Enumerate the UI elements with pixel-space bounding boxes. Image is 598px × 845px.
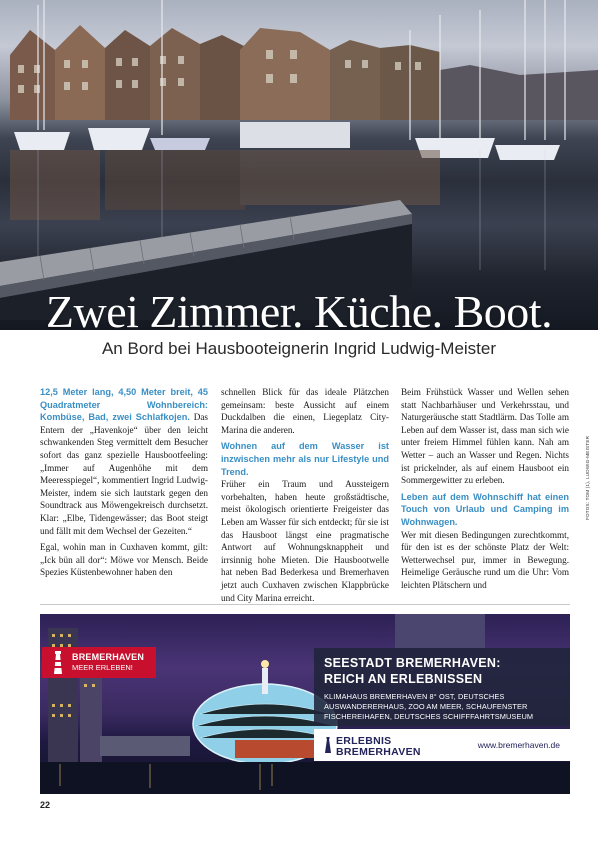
bremerhaven-advertisement[interactable] [40, 614, 570, 794]
photo-credit: FOTOS: TOM (1), LUDWIG-MEISTER [585, 435, 590, 520]
ad-body-text: KLIMAHAUS BREMERHAVEN 8° OST, DEUTSCHES AUSWANDERERHAUS, ZOO AM MEER, SCHAUFENSTER FISCHEREIHAFEN, DEUTSCHES SCHIFFFAHRTSMUSEUM [324, 692, 534, 721]
subheading: Leben auf dem Wohnschiff hat einen Touch von Urlaub und Camping im Wohnwagen. [401, 491, 569, 527]
lead-in: 12,5 Meter lang, 4,50 Meter breit, 45 Quadratmeter Wohnbereich: Kombüse, Bad, zwei Schlafkojen. [40, 387, 208, 423]
paragraph: Egal, wohin man in Cuxhaven kommt, gilt: „Ick bün all dor“: Möwe vor Mensch. Beide Spezies Küstenbewohner haben den [40, 542, 208, 578]
logo-tagline: MEER ERLEBEN! [72, 663, 133, 672]
paragraph [401, 491, 569, 592]
text-column-2 [221, 386, 389, 608]
ad-brand-bar [314, 729, 570, 761]
hero-photo [0, 0, 598, 330]
paragraph-text: Das Entern der „Havenkoje“ über den leicht schwankenden Steg vermittelt dem Besucher sofort das ganz spezielle Hausbootfeeling: „Immer auf Augenhöhe mit dem Meeresspiegel“, kommentiert Ingrid Ludwig-Meister, indem sie sich lautstark gegen den Soundtrack aus Möwengekreisch durchsetzt. Klar: „Elbe, Tidengewässer; das Boot steigt und fällt mit dem Wechsel der Gezeiten.“ [40, 412, 208, 536]
paragraph-text: Wer mit diesen Bedingungen zurechtkommt, für den ist es der schönste Platz der Welt: Wetterwechsel pur, immer in Bewegung. Heimelige Geräusche rund um die Uhr: Vom leichten Plätschern und [401, 529, 569, 590]
text-column-1 [40, 386, 208, 583]
article-headline: Zwei Zimmer. Küche. Boot. [45, 286, 553, 330]
ad-text-panel [314, 648, 570, 726]
subheading: Wohnen auf dem Wasser ist inzwischen mehr als nur Lifestyle und Trend. [221, 441, 389, 477]
sailboat-masts-illustration [0, 0, 598, 160]
logo-name: BREMERHAVEN [72, 652, 145, 662]
paragraph: Beim Frühstück Wasser und Wellen sehen statt Nachbarhäuser und Verkehrsstau, und Naturgeräusche statt Stadtlärm. Das Tolle am Leben auf dem Wasser ist, dass man sich wie unter freiem Himmel fühlen kann. Nah am Wetter – auch an Wasser und Regen. Nichts ist prickelnder, als auf einem Hausboot ein Sommergewitter zu erleben. [401, 387, 569, 486]
page-number: 22 [40, 800, 51, 810]
paragraph [221, 440, 389, 604]
ad-headline-1: SEESTADT BREMERHAVEN: [324, 656, 501, 670]
divider [40, 604, 570, 605]
brand-line-2: BREMERHAVEN [336, 746, 421, 758]
paragraph: schnellen Blick für das ideale Plätzchen gemeinsam: beste Aussicht auf einem Duckdalben die einen, Liegeplatz City-Marina die anderen. [221, 387, 389, 435]
ad-url-link[interactable]: www.bremerhaven.de [477, 740, 560, 750]
lighthouse-icon [324, 737, 332, 753]
lighthouse-icon [51, 651, 65, 674]
bremerhaven-logo[interactable] [42, 647, 156, 678]
text-column-3 [401, 386, 569, 596]
brand-line-1: ERLEBNIS [336, 735, 392, 747]
ad-headline-2: REICH AN ERLEBNISSEN [324, 672, 483, 686]
paragraph-text: Früher ein Traum und Aussteigern vorbehalten, haben heute großstädtische, meist ökologisch orientierte Freigeister das Leben am Wasser für sich entdeckt; für sie ist das Hausboot längst eine pragmatische Antwort auf Wohnungsknappheit und irrsinnig hohe Mieten. Die Hausbootwelle hat neben Bad Bederkesa und Bremerhaven jetzt auch Cuxhaven zwischen Klappbrücke und City Marina erreicht. [221, 479, 389, 603]
article-subtitle: An Bord bei Hausbooteignerin Ingrid Ludwig-Meister [101, 339, 497, 358]
paragraph [40, 386, 208, 537]
